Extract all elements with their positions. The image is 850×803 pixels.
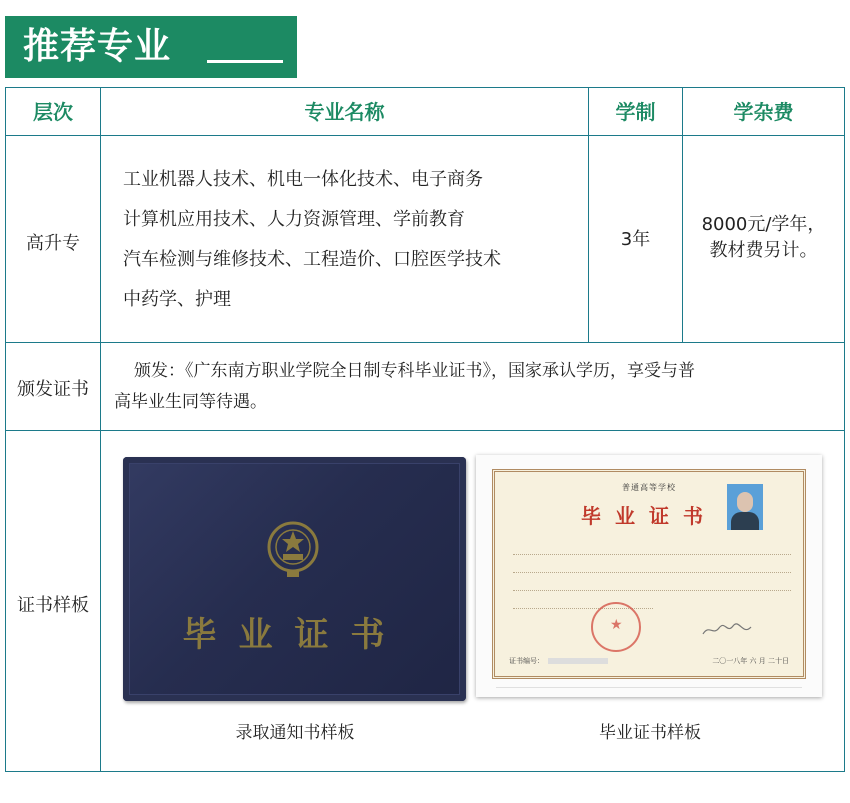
col-divider: [100, 88, 101, 771]
diploma-text-line: [513, 584, 791, 591]
majors-list: [123, 160, 501, 320]
admission-cover-image: [123, 457, 466, 701]
majors-line: 工业机器人技术、机电一体化技术、电子商务: [123, 169, 483, 190]
majors-line: 计算机应用技术、人力资源管理、学前教育: [123, 209, 465, 230]
duration-cell: 3年: [620, 229, 651, 250]
header-major: 专业名称: [304, 100, 385, 124]
signature-icon: [701, 622, 753, 638]
section-title: 推荐专业: [23, 26, 172, 67]
diploma-school-type: 普通高等学校: [622, 483, 676, 492]
col-divider: [588, 88, 589, 342]
row-divider: [6, 135, 844, 136]
student-photo: [727, 484, 763, 530]
diploma-frame: [492, 469, 806, 679]
header-fee: 学杂费: [733, 100, 794, 124]
redacted-number: [548, 658, 608, 664]
diploma-number-label: 证书编号：: [509, 657, 544, 665]
fee-cell: [683, 212, 844, 264]
photo-body: [731, 512, 759, 530]
diploma-text-line: [513, 548, 791, 555]
majors-line: 中药学、护理: [123, 289, 231, 310]
diploma-date: 二〇一八年 六 月 二十日: [712, 657, 789, 665]
photo-face: [737, 492, 753, 512]
notice-line: 高毕业生同等待遇。: [114, 392, 267, 412]
sample-label: 证书样板: [17, 595, 89, 616]
row-divider: [6, 342, 844, 343]
notice-line: 颁发：《广东南方职业学院全日制专科毕业证书》，国家承认学历，享受与普: [134, 361, 695, 381]
header-duration: 学制: [615, 100, 656, 124]
row-divider: [6, 430, 844, 431]
cover-title: 毕业证书: [182, 615, 407, 655]
diploma-footer: [496, 687, 802, 693]
certificate-label: 颁发证书: [17, 379, 89, 400]
diploma-image: [476, 455, 822, 697]
fee-line: 教材费另计。: [709, 240, 818, 261]
header-level: 层次: [33, 100, 73, 124]
majors-line: 汽车检测与维修技术、工程造价、口腔医学技术: [123, 249, 501, 270]
national-emblem-icon: [263, 517, 323, 581]
title-underline: [207, 60, 283, 63]
diploma-text-line: [513, 566, 791, 573]
section-banner: [5, 16, 297, 78]
certificate-notice: [114, 356, 834, 418]
diploma-caption: 毕业证书样板: [599, 723, 701, 743]
level-cell: 高升专: [26, 233, 80, 254]
diploma-title: 毕业证书: [581, 504, 717, 528]
school-seal-icon: [591, 602, 641, 652]
cover-caption: 录取通知书样板: [235, 723, 355, 743]
fee-line: 8000元/学年，: [701, 214, 826, 235]
diploma-number: [509, 656, 608, 666]
